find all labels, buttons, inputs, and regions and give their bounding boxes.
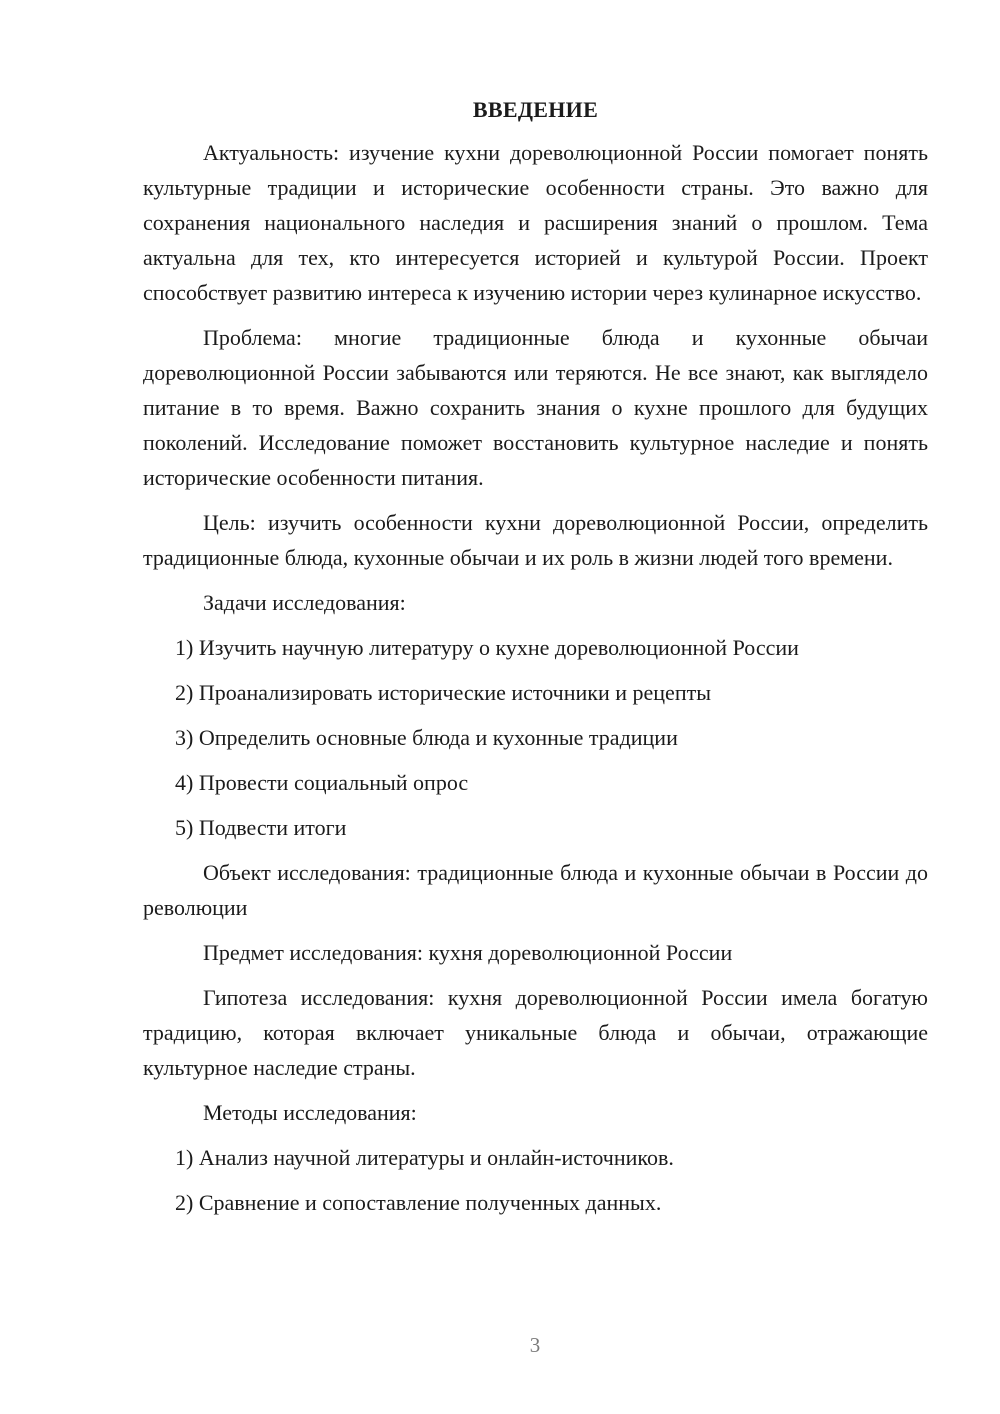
task-item: 5) Подвести итоги bbox=[175, 815, 347, 840]
task-item: 3) Определить основные блюда и кухонные традиции bbox=[175, 725, 678, 750]
methods-list bbox=[143, 1140, 928, 1220]
relevance-paragraph: Актуальность: изучение кухни дореволюционной России помогает понять культурные традиции и исторические особенности страны. Это важно для сохранения национального наследия и расширения знаний о прошлом. Тема актуальна для тех, кто интересуется историей и культурой России. Проект способствует развитию интереса к изучению истории через кулинарное искусство. bbox=[143, 140, 928, 305]
task-item: 4) Провести социальный опрос bbox=[175, 770, 469, 795]
task-item: 2) Проанализировать исторические источники и рецепты bbox=[175, 680, 711, 705]
method-item: 1) Анализ научной литературы и онлайн-источников. bbox=[175, 1145, 674, 1170]
page-number: 3 bbox=[529, 1333, 541, 1357]
object-paragraph: Объект исследования: традиционные блюда и кухонные обычаи в России до революции bbox=[143, 860, 928, 920]
tasks-list bbox=[143, 630, 928, 845]
method-item: 2) Сравнение и сопоставление полученных данных. bbox=[175, 1190, 662, 1215]
methods-label: Методы исследования: bbox=[203, 1100, 417, 1125]
subject-paragraph: Предмет исследования: кухня дореволюционной России bbox=[203, 940, 733, 965]
page-title: ВВЕДЕНИЕ bbox=[472, 97, 599, 122]
goal-paragraph: Цель: изучить особенности кухни дореволюционной России, определить традиционные блюда, кухонные обычаи и их роль в жизни людей того времени. bbox=[143, 510, 928, 570]
hypothesis-paragraph: Гипотеза исследования: кухня дореволюционной России имела богатую традицию, которая включает уникальные блюда и обычаи, отражающие культурное наследие страны. bbox=[143, 985, 928, 1080]
page-content bbox=[143, 95, 928, 1230]
task-item: 1) Изучить научную литературу о кухне дореволюционной России bbox=[175, 635, 799, 660]
tasks-label: Задачи исследования: bbox=[203, 590, 406, 615]
problem-paragraph: Проблема: многие традиционные блюда и кухонные обычаи дореволюционной России забываются или теряются. Не все знают, как выглядело питание в то время. Важно сохранить знания о кухне прошлого для будущих поколений. Исследование поможет восстановить культурное наследие и понять исторические особенности питания. bbox=[143, 325, 928, 490]
